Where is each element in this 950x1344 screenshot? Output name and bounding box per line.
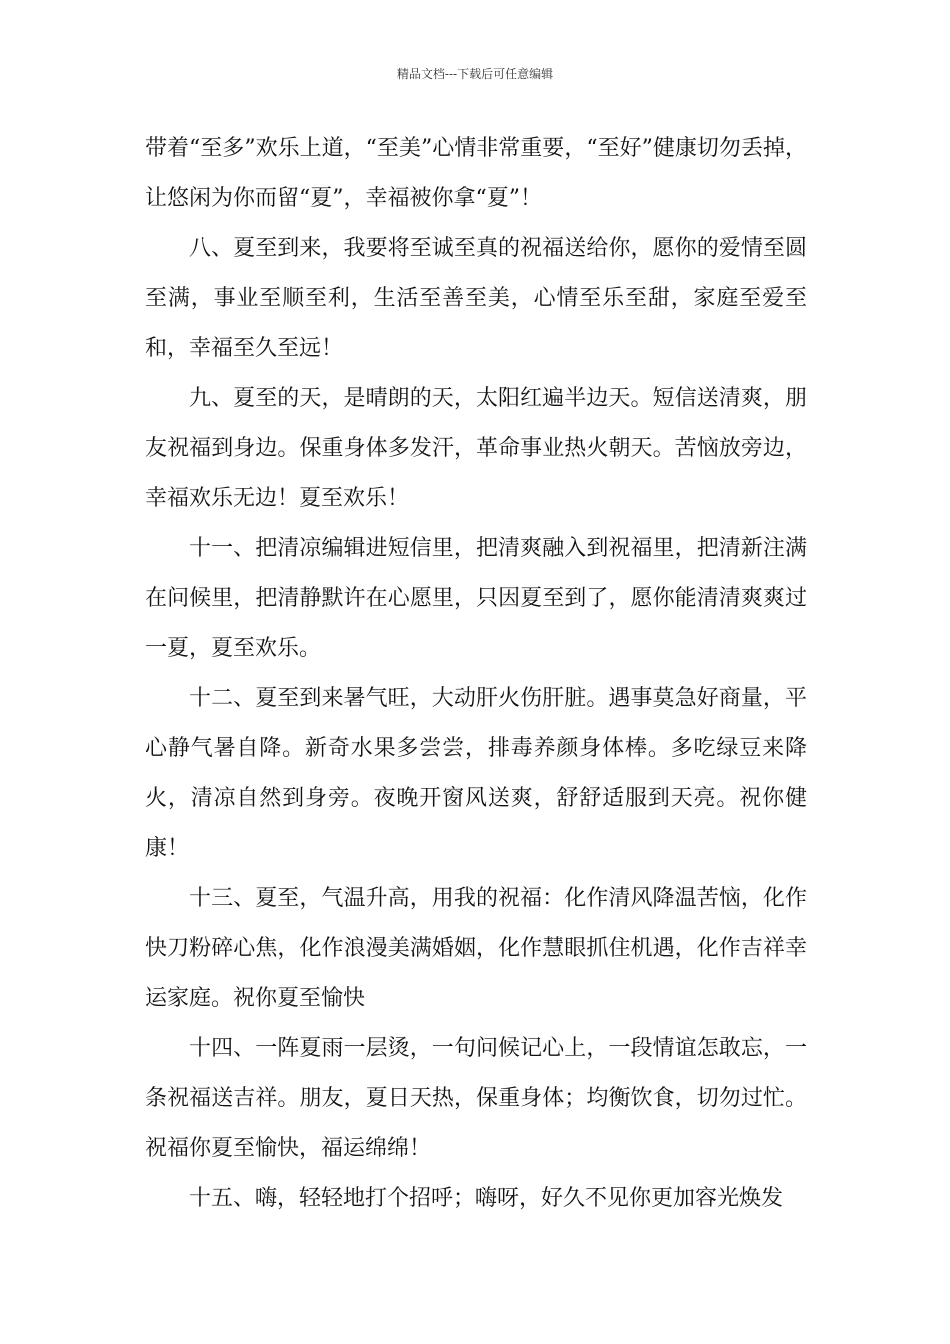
paragraph-15: 十五、嗨，轻轻地打个招呼；嗨呀，好久不见你更加容光焕发 xyxy=(189,1186,784,1211)
paragraph-continuation: 带着“至多”欢乐上道，“至美”心情非常重要，“至好”健康切勿丢掉，让悠闲为你而留“夏”，幸福被你拿“夏”！ xyxy=(145,136,807,211)
paragraph-9: 九、夏至的天，是晴朗的天，太阳红遍半边天。短信送清爽，朋友祝福到身边。保重身体多发汗，革命事业热火朝天。苦恼放旁边，幸福欢乐无边！夏至欢乐！ xyxy=(145,386,807,511)
page-header: 精品文档---下载后可任意编辑 xyxy=(396,67,554,81)
paragraph-13: 十三、夏至，气温升高，用我的祝福：化作清风降温苦恼，化作快刀粉碎心焦，化作浪漫美满婚姻，化作慧眼抓住机遇，化作吉祥幸运家庭。祝你夏至愉快 xyxy=(145,886,807,1011)
paragraph-14: 十四、一阵夏雨一层烫，一句问候记心上，一段情谊怎敢忘，一条祝福送吉祥。朋友，夏日天热，保重身体；均衡饮食，切勿过忙。祝福你夏至愉快，福运绵绵！ xyxy=(145,1036,807,1161)
document-body xyxy=(145,124,807,1224)
paragraph-12: 十二、夏至到来暑气旺，大动肝火伤肝脏。遇事莫急好商量，平心静气暑自降。新奇水果多尝尝，排毒养颜身体棒。多吃绿豆来降火，清凉自然到身旁。夜晚开窗风送爽，舒舒适服到天亮。祝你健康！ xyxy=(145,686,807,861)
paragraph-8: 八、夏至到来，我要将至诚至真的祝福送给你，愿你的爱情至圆至满，事业至顺至利，生活至善至美，心情至乐至甜，家庭至爱至和，幸福至久至远！ xyxy=(145,236,807,361)
paragraph-11: 十一、把清凉编辑进短信里，把清爽融入到祝福里，把清新注满在问候里，把清静默许在心愿里，只因夏至到了，愿你能清清爽爽过一夏，夏至欢乐。 xyxy=(145,536,807,661)
